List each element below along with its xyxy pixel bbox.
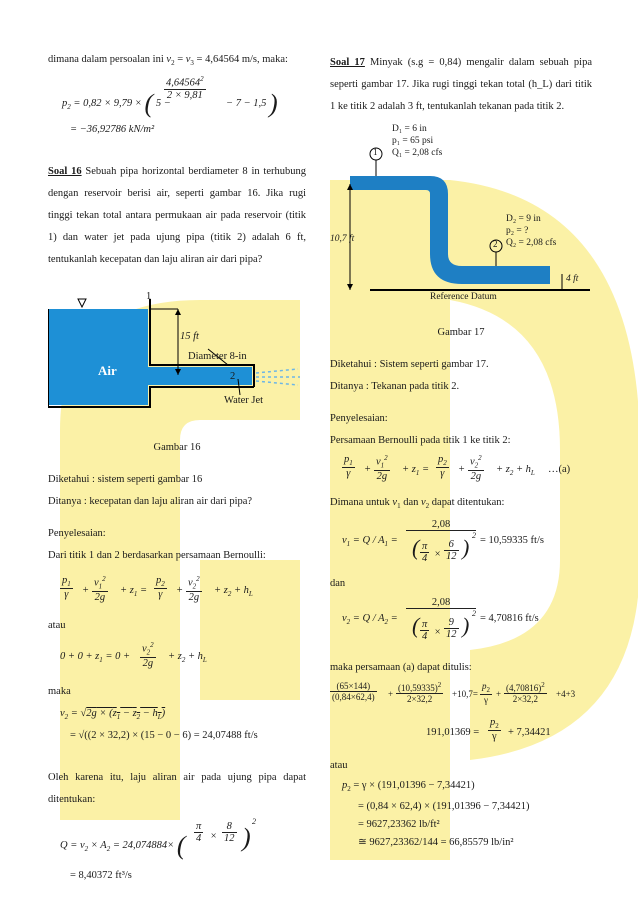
right-diketahui: Diketahui : Sistem seperti gambar 17. <box>330 359 489 370</box>
equation-p2-steps <box>330 777 592 852</box>
right-dan: dan <box>330 578 346 590</box>
equation-v2-b: = √((2 × 32,2) × (15 − 0 − 6) = 24,07488 ft/s <box>70 730 258 742</box>
equation-bernoulli-16: $p_1$ γ + $v_1^2$ 2g + $z_1$ = $p_2$ γ + $v_2^2$ 2g + $z_2 + h_L$ <box>62 575 253 603</box>
left-ditanya: Ditanya : kecepatan dan laju aliran air dari pipa? <box>48 496 253 508</box>
fig16-height: 15 ft <box>180 331 199 343</box>
equation-p2: $p_2 = 0,82 \times 9,79$ × ( 5 − $4,64564^2$ 2 × 9,81 − 7 − 1,5 ) <box>62 75 278 119</box>
fig17-d2: D₂ = 9 in <box>506 214 541 224</box>
fig17-p2: p₂ = ? <box>506 226 529 236</box>
right-maka: maka persamaan (a) dapat ditulis: <box>330 662 472 674</box>
fig16-caption: Gambar 16 <box>153 442 201 454</box>
equation-v1: $v_1 = Q / A_1$ = 2,08 ( π 4 × 6 12 ) 2 = 10,59335 ft/s <box>342 519 544 565</box>
fig17-d1: D₁ = 6 in <box>392 124 427 134</box>
equation-p2-result: = −36,92786 kN/m² <box>70 124 155 136</box>
left-oleh: Oleh karena itu, laju aliran air pada ujung pipa dapat ditentukan: <box>48 772 306 806</box>
fig17-pt1: 1 <box>373 147 378 157</box>
fig17-h1: 10,7 ft <box>330 234 355 244</box>
soal17-paragraph <box>330 52 592 118</box>
soal16-title: Soal 16 <box>48 166 82 178</box>
fig17-caption: Gambar 17 <box>437 327 485 338</box>
figure-16 <box>48 289 306 433</box>
fig16-point2: 2 <box>230 371 236 383</box>
soal17-text: Minyak (s.g = 0,84) mengalir dalam sebuah pipa seperti gambar 17. Jika rugi tinggi tekan total (h_L) dari titik 1 ke titik 2 adalah 3 ft, tentukanlah tekanan pada titik 2. <box>330 57 593 112</box>
intro-text: dimana dalam persoalan ini $v_2 = v_3 = 4,64564$ m/s, maka: <box>48 54 288 68</box>
figure-17 <box>330 124 592 310</box>
left-maka: maka <box>48 686 71 698</box>
left-column <box>48 52 306 887</box>
equation-v2-a: $v_2 = √2g \times (z_1 - z_2 - h_L)$ <box>60 708 166 722</box>
fig16-diameter: Diameter 8-in <box>188 351 247 363</box>
left-penyelesaian: Penyelesaian: <box>48 528 106 540</box>
figure-16-drawing <box>48 289 306 433</box>
fig17-q2: Q₂ = 2,08 cfs <box>506 238 557 248</box>
fig17-pt2: 2 <box>493 239 498 249</box>
equation-tag: …(a) <box>548 464 571 475</box>
soal17-title: Soal 17 <box>330 57 365 68</box>
equation-bernoulli-17: $p_1$ γ + $v_1^2$ 2g + $z_1$ = $p_2$ γ + $v_2^2$ 2g + $z_2 + h_L$ …(a) <box>344 454 571 482</box>
equation-p2-step2: = (0,84 × 62,4) × (191,01396 − 7,34421) <box>358 801 530 813</box>
right-column <box>330 52 592 852</box>
soal16-text: Sebuah pipa horizontal berdiameter 8 in terhubung dengan reservoir berisi air, seperti gambar 16. Jika rugi tinggi tekan total antara permukaan air pada reservoir (titik 1) dan water jet pada ujung pipa (titik 2) adalah 6 ft, tentukanlah kecepatan dan laju aliran air dari pipa? <box>48 166 307 266</box>
right-dimana: Dimana untuk $v_1$ dan $v_2$ dapat ditentukan: <box>330 497 505 511</box>
left-diketahui: Diketahui : sistem seperti gambar 16 <box>48 474 203 486</box>
fig16-jet: Water Jet <box>224 395 264 407</box>
equation-p2-step1: $p_2 = \gamma \times (191,01396 - 7,34421)$ <box>342 780 475 794</box>
equation-full: (65×144) (0,84×62,4) + $(10,59335)^2$ 2×32,2 +10,7= $p_2$ γ + $(4,70816)^2$ 2×32,2 +4+3 <box>332 681 576 705</box>
right-persamaan: Persamaan Bernoulli pada titik 1 ke titik 2: <box>330 435 511 446</box>
left-atau: atau <box>48 620 66 632</box>
fig16-water: Air <box>98 363 117 379</box>
right-penyelesaian: Penyelesaian: <box>330 413 388 424</box>
equation-mid: 191,01369 = $p_2$ γ + 7,34421 <box>426 717 551 743</box>
fig17-q1: Q₁ = 2,08 cfs <box>392 148 443 158</box>
soal16-paragraph <box>48 161 306 271</box>
equation-v2: $v_2 = Q / A_2$ = 2,08 ( π 4 × 9 12 ) 2 = 4,70816 ft/s <box>342 597 539 643</box>
equation-bernoulli-16b: $0 + 0 + z_1 = 0$ + $v_2^2$ 2g + $z_2 + h_L$ <box>60 641 207 669</box>
fig17-h2: 4 ft <box>566 274 579 284</box>
figure-17-drawing <box>330 124 592 310</box>
equation-q-result: = 8,40372 ft³/s <box>70 870 132 882</box>
fig17-datum: Reference Datum <box>430 292 497 302</box>
equation-q: $Q = v_2 \times A_2 = 24,074884\times$ ( π 4 × 8 12 ) 2 <box>60 817 256 861</box>
fig17-p1: p₁ = 65 psi <box>392 136 434 146</box>
equation-p2-step4: ≅ 9627,23362/144 = 66,85579 lb/in² <box>358 837 514 849</box>
right-atau: atau <box>330 760 348 772</box>
fig16-point1: 1 <box>146 291 152 303</box>
right-ditanya: Ditanya : Tekanan pada titik 2. <box>330 381 460 392</box>
equation-p2-step3: = 9627,23362 lb/ft² <box>358 819 440 831</box>
left-dari-titik: Dari titik 1 dan 2 berdasarkan persamaan Bernoulli: <box>48 550 266 562</box>
